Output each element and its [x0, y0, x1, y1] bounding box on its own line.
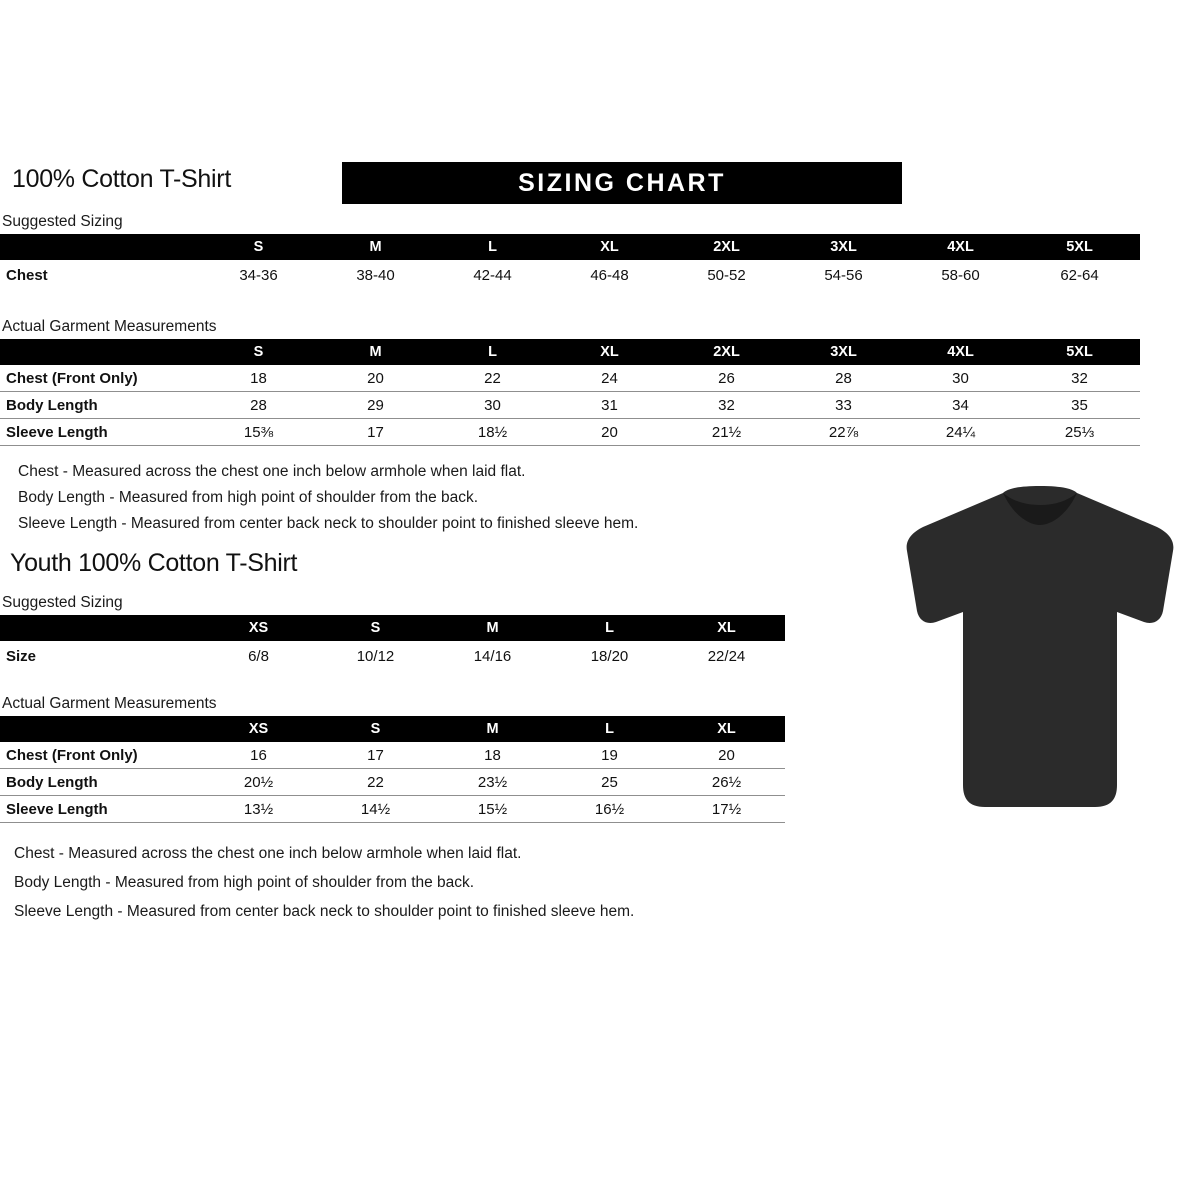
cell-sleeve-m: 15½ [477, 800, 508, 818]
cell-bodylength-l: 30 [484, 396, 501, 414]
cell-sleeve-m: 17 [367, 423, 384, 441]
table-row [0, 392, 1140, 419]
cell-chestfront-xl: 24 [601, 369, 618, 387]
cell-sleeve-3xl: 22⅞ [828, 423, 859, 441]
cell-sleeve-4xl: 24¼ [945, 423, 976, 441]
col-header-s: S [317, 615, 434, 641]
col-header-blank [0, 716, 200, 742]
cell-chestfront-4xl: 30 [952, 369, 969, 387]
cell-sleeve-2xl: 21½ [711, 423, 742, 441]
table-header-row [0, 615, 785, 641]
youth-actual-table [0, 716, 785, 823]
col-header-s: S [200, 339, 317, 365]
col-header-m: M [317, 339, 434, 365]
tshirt-illustration [895, 485, 1185, 815]
youth-note-sleeve-length: Sleeve Length - Measured from center back neck to shoulder point to finished sleeve hem. [14, 903, 635, 920]
table-row [0, 419, 1140, 446]
col-header-xl: XL [668, 615, 785, 641]
row-label-body-length: Body Length [6, 773, 98, 791]
row-label-body-length: Body Length [6, 396, 98, 414]
col-header-l: L [434, 234, 551, 260]
col-header-m: M [434, 615, 551, 641]
cell-chestfront-xl: 20 [718, 746, 735, 764]
col-header-m: M [317, 234, 434, 260]
cell-size-xl: 22/24 [707, 647, 746, 665]
col-header-blank [0, 234, 200, 260]
col-header-l: L [434, 339, 551, 365]
cell-chestfront-xs: 16 [250, 746, 267, 764]
cell-chestfront-s: 18 [250, 369, 267, 387]
cell-size-m: 14/16 [473, 647, 512, 665]
table-row [0, 365, 1140, 392]
cell-chestfront-5xl: 32 [1071, 369, 1088, 387]
cell-bodylength-m: 23½ [477, 773, 508, 791]
row-label-sleeve-length: Sleeve Length [6, 800, 108, 818]
adult-note-sleeve-length: Sleeve Length - Measured from center back neck to shoulder point to finished sleeve hem. [18, 515, 639, 532]
cell-chest-m: 38-40 [356, 266, 395, 284]
cell-size-l: 18/20 [590, 647, 629, 665]
cell-chestfront-m: 20 [367, 369, 384, 387]
cell-sleeve-l: 16½ [594, 800, 625, 818]
table-row [0, 260, 1140, 290]
col-header-5xl: 5XL [1019, 339, 1140, 365]
cell-chestfront-2xl: 26 [718, 369, 735, 387]
youth-note-chest: Chest - Measured across the chest one inch below armhole when laid flat. [14, 845, 522, 862]
cell-bodylength-s: 22 [367, 773, 384, 791]
col-header-xl: XL [551, 234, 668, 260]
cell-chest-l: 42-44 [473, 266, 512, 284]
cell-bodylength-4xl: 34 [952, 396, 969, 414]
cell-bodylength-xs: 20½ [243, 773, 274, 791]
cell-bodylength-2xl: 32 [718, 396, 735, 414]
cell-size-xs: 6/8 [248, 647, 269, 665]
table-header-row [0, 716, 785, 742]
col-header-4xl: 4XL [902, 339, 1019, 365]
cell-sleeve-s: 14½ [360, 800, 391, 818]
table-header-row [0, 234, 1140, 260]
cell-chest-2xl: 50-52 [707, 266, 746, 284]
cell-chestfront-l: 22 [484, 369, 501, 387]
youth-note-body-length: Body Length - Measured from high point of shoulder from the back. [14, 874, 475, 891]
col-header-xl: XL [551, 339, 668, 365]
table-row [0, 742, 785, 769]
cell-chestfront-s: 17 [367, 746, 384, 764]
cell-bodylength-xl: 31 [601, 396, 618, 414]
cell-sleeve-xl: 17½ [711, 800, 742, 818]
col-header-blank [0, 615, 200, 641]
cell-size-s: 10/12 [356, 647, 395, 665]
col-header-3xl: 3XL [785, 234, 902, 260]
youth-suggested-caption: Suggested Sizing [2, 594, 123, 611]
table-row [0, 796, 785, 823]
cell-bodylength-l: 25 [601, 773, 618, 791]
adult-suggested-table [0, 234, 1140, 290]
cell-chest-3xl: 54-56 [824, 266, 863, 284]
col-header-l: L [551, 716, 668, 742]
adult-suggested-caption: Suggested Sizing [2, 213, 123, 230]
cell-chest-4xl: 58-60 [941, 266, 980, 284]
tshirt-icon [895, 485, 1185, 815]
cell-bodylength-3xl: 33 [835, 396, 852, 414]
sizing-chart-banner-label: SIZING CHART [518, 169, 726, 197]
col-header-l: L [551, 615, 668, 641]
cell-chestfront-m: 18 [484, 746, 501, 764]
adult-actual-caption: Actual Garment Measurements [2, 318, 217, 335]
cell-bodylength-5xl: 35 [1071, 396, 1088, 414]
cell-sleeve-5xl: 25⅓ [1064, 423, 1095, 441]
col-header-5xl: 5XL [1019, 234, 1140, 260]
cell-sleeve-xl: 20 [601, 423, 618, 441]
cell-sleeve-s: 15⅜ [243, 423, 274, 441]
col-header-3xl: 3XL [785, 339, 902, 365]
youth-actual-caption: Actual Garment Measurements [2, 695, 217, 712]
table-header-row [0, 339, 1140, 365]
cell-bodylength-s: 28 [250, 396, 267, 414]
adult-note-chest: Chest - Measured across the chest one inch below armhole when laid flat. [18, 463, 526, 480]
col-header-4xl: 4XL [902, 234, 1019, 260]
col-header-xs: XS [200, 716, 317, 742]
cell-sleeve-l: 18½ [477, 423, 508, 441]
table-row [0, 769, 785, 796]
cell-chest-s: 34-36 [239, 266, 278, 284]
adult-actual-table [0, 339, 1140, 446]
col-header-m: M [434, 716, 551, 742]
col-header-s: S [317, 716, 434, 742]
row-label-size: Size [6, 647, 37, 665]
cell-sleeve-xs: 13½ [243, 800, 274, 818]
cell-bodylength-xl: 26½ [711, 773, 742, 791]
col-header-blank [0, 339, 200, 365]
table-row [0, 641, 785, 671]
row-label-chest-front-only: Chest (Front Only) [6, 746, 138, 764]
row-label-chest-front-only: Chest (Front Only) [6, 369, 138, 387]
cell-chest-xl: 46-48 [590, 266, 629, 284]
col-header-xs: XS [200, 615, 317, 641]
cell-chest-5xl: 62-64 [1060, 266, 1099, 284]
col-header-2xl: 2XL [668, 339, 785, 365]
cell-chestfront-3xl: 28 [835, 369, 852, 387]
adult-note-body-length: Body Length - Measured from high point of shoulder from the back. [18, 489, 479, 506]
col-header-xl: XL [668, 716, 785, 742]
row-label-sleeve-length: Sleeve Length [6, 423, 108, 441]
sizing-chart-banner [342, 162, 902, 204]
adult-section-title: 100% Cotton T-Shirt [12, 165, 231, 193]
youth-suggested-table [0, 615, 785, 671]
cell-chestfront-l: 19 [601, 746, 618, 764]
col-header-2xl: 2XL [668, 234, 785, 260]
youth-section-title: Youth 100% Cotton T-Shirt [10, 549, 298, 577]
cell-bodylength-m: 29 [367, 396, 384, 414]
row-label-chest: Chest [6, 266, 48, 284]
col-header-s: S [200, 234, 317, 260]
